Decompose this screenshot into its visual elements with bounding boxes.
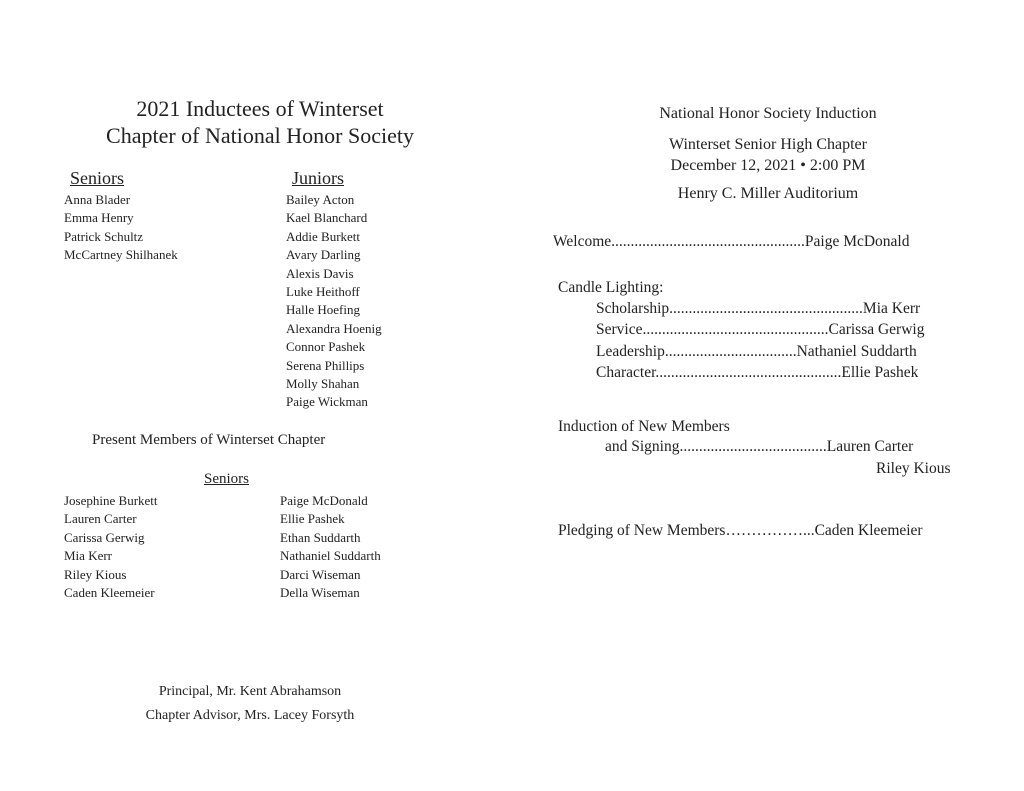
list-item: Carissa Gerwig (64, 529, 145, 545)
list-item: Alexis Davis (286, 265, 354, 281)
list-item: Paige Wickman (286, 394, 368, 410)
chapter-line: Winterset Senior High Chapter (669, 136, 867, 153)
list-item: Ethan Suddarth (280, 529, 361, 545)
present-members-heading: Present Members of Winterset Chapter (92, 432, 326, 448)
list-item: Connor Pashek (286, 339, 366, 355)
candle-lighting-heading: Candle Lighting: (558, 279, 664, 296)
inductee-seniors-list (64, 191, 178, 265)
list-item: McCartney Shilhanek (64, 247, 178, 263)
list-item: Darci Wiseman (280, 566, 361, 582)
list-item: Addie Burkett (286, 228, 361, 244)
list-item: Ellie Pashek (280, 511, 345, 527)
induction-heading: Induction of New Members (558, 418, 730, 435)
list-item: Lauren Carter (64, 511, 137, 527)
inductee-juniors-list (286, 191, 382, 412)
list-item: Kael Blanchard (286, 210, 368, 226)
program-title-line-1: 2021 Inductees of Winterset (136, 96, 384, 121)
welcome-line: Welcome..................................................Paige McDonald (553, 233, 910, 250)
list-item: Serena Phillips (286, 357, 365, 373)
list-item: Mia Kerr (64, 548, 113, 564)
list-item: Josephine Burkett (64, 493, 158, 508)
list-item: Bailey Acton (286, 192, 355, 207)
pledging-line: Pledging of New Members……………...Caden Kleemeier (558, 522, 923, 539)
service-line: Service................................................Carissa Gerwig (596, 321, 925, 338)
list-item: Luke Heithoff (286, 284, 360, 300)
list-item: Della Wiseman (280, 585, 360, 601)
advisor-line: Chapter Advisor, Mrs. Lacey Forsyth (145, 708, 355, 723)
list-item: Paige McDonald (280, 493, 368, 508)
character-line: Character................................................Ellie Pashek (596, 364, 919, 381)
list-item: Avary Darling (286, 247, 361, 263)
list-item: Molly Shahan (286, 376, 360, 392)
present-members-col-1 (64, 492, 158, 602)
present-members-col-2 (280, 492, 381, 602)
list-item: Caden Kleemeier (64, 585, 155, 601)
list-item: Riley Kious (64, 566, 127, 582)
list-item: Anna Blader (64, 192, 131, 207)
list-item: Halle Hoefing (286, 302, 361, 318)
principal-line: Principal, Mr. Kent Abrahamson (158, 684, 342, 699)
signing-line: and Signing......................................Lauren Carter (605, 438, 914, 455)
list-item: Alexandra Hoenig (286, 320, 382, 336)
program-title-line-2: Chapter of National Honor Society (106, 123, 414, 148)
location-line: Henry C. Miller Auditorium (677, 185, 859, 202)
leadership-line: Leadership..................................Nathaniel Suddarth (596, 343, 917, 360)
signing-second-name: Riley Kious (876, 460, 951, 477)
date-line: December 12, 2021 • 2:00 PM (670, 157, 866, 174)
inductee-seniors-heading: Seniors (70, 168, 124, 188)
scholarship-line: Scholarship..................................................Mia Kerr (596, 300, 921, 317)
inductee-juniors-heading: Juniors (292, 168, 345, 188)
list-item: Patrick Schultz (64, 228, 144, 244)
program-heading: National Honor Society Induction (659, 105, 877, 122)
list-item: Nathaniel Suddarth (280, 548, 381, 564)
present-seniors-heading: Seniors (204, 471, 249, 487)
list-item: Emma Henry (64, 210, 134, 226)
